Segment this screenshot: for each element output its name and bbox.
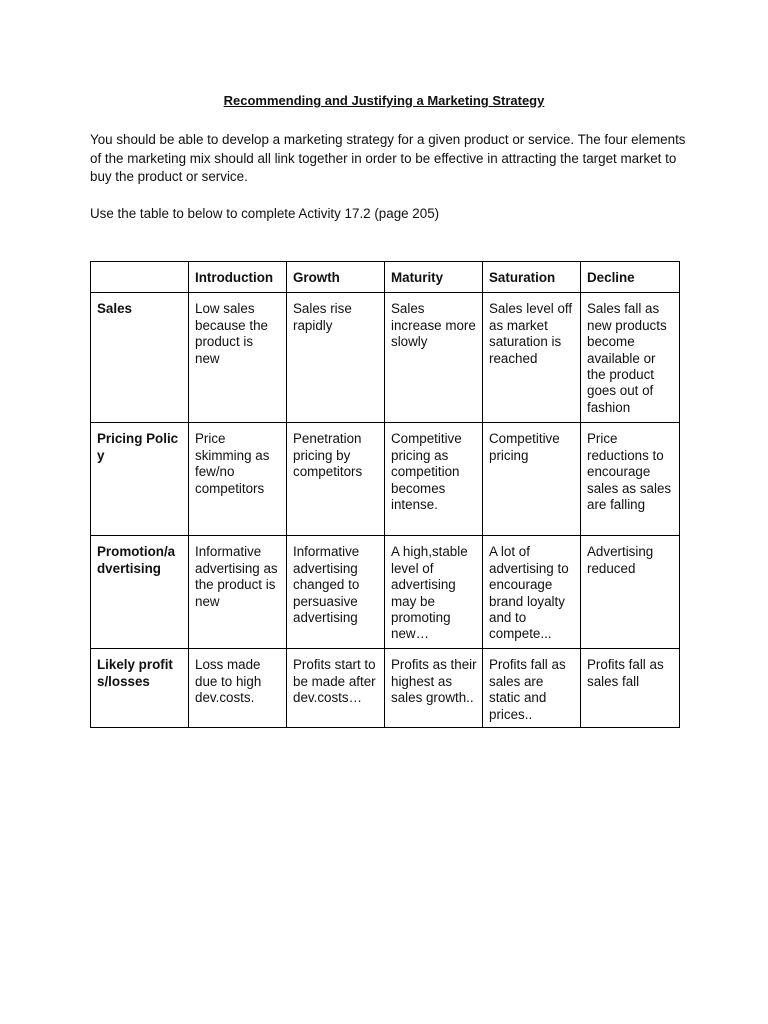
table-cell: Competitive pricing <box>483 423 581 536</box>
row-label-pricing-policy: Pricing Policy <box>91 423 189 536</box>
table-row-pricing-policy <box>91 423 680 536</box>
table-cell: Price skimming as few/no competitors <box>189 423 287 536</box>
instruction-paragraph: Use the table to below to complete Activity 17.2 (page 205) <box>90 206 440 221</box>
row-label-sales: Sales <box>91 293 189 423</box>
header-cell-saturation: Saturation <box>483 262 581 293</box>
table-cell: A high,stable level of advertising may be promoting new… <box>385 536 483 649</box>
table-cell: Profits fall as sales fall <box>581 649 680 728</box>
table-cell: Loss made due to high dev.costs. <box>189 649 287 728</box>
intro-paragraph: You should be able to develop a marketing strategy for a given product or service. The four elements of the marketing mix should all link together in order to be effective in attracting the target market to buy the product or service. <box>90 132 686 184</box>
row-label-promotion-advertising: Promotion/advertising <box>91 536 189 649</box>
header-cell-maturity: Maturity <box>385 262 483 293</box>
table-cell: Profits as their highest as sales growth.. <box>385 649 483 728</box>
table-cell: Profits fall as sales are static and prices.. <box>483 649 581 728</box>
table-cell: Sales increase more slowly <box>385 293 483 423</box>
table-row-sales <box>91 293 680 423</box>
header-cell-blank <box>91 262 189 293</box>
table-cell: Informative advertising changed to persuasive advertising <box>287 536 385 649</box>
product-lifecycle-table <box>90 261 680 728</box>
header-cell-growth: Growth <box>287 262 385 293</box>
table-cell: Competitive pricing as competition becomes intense. <box>385 423 483 536</box>
document-title: Recommending and Justifying a Marketing Strategy <box>223 93 545 108</box>
table-cell: Sales level off as market saturation is reached <box>483 293 581 423</box>
table-cell: Penetration pricing by competitors <box>287 423 385 536</box>
table-header-row <box>91 262 680 293</box>
header-cell-introduction: Introduction <box>189 262 287 293</box>
table-cell: Low sales because the product is new <box>189 293 287 423</box>
table-row-likely-profits-losses <box>91 649 680 728</box>
table-cell: Profits start to be made after dev.costs… <box>287 649 385 728</box>
table-cell: A lot of advertising to encourage brand loyalty and to compete... <box>483 536 581 649</box>
table-row-promotion-advertising <box>91 536 680 649</box>
table-cell: Sales rise rapidly <box>287 293 385 423</box>
header-cell-decline: Decline <box>581 262 680 293</box>
table-cell: Sales fall as new products become available or the product goes out of fashion <box>581 293 680 423</box>
table-cell: Advertising reduced <box>581 536 680 649</box>
table-cell: Informative advertising as the product is new <box>189 536 287 649</box>
table-cell: Price reductions to encourage sales as sales are falling <box>581 423 680 536</box>
row-label-likely-profits-losses: Likely profits/losses <box>91 649 189 728</box>
